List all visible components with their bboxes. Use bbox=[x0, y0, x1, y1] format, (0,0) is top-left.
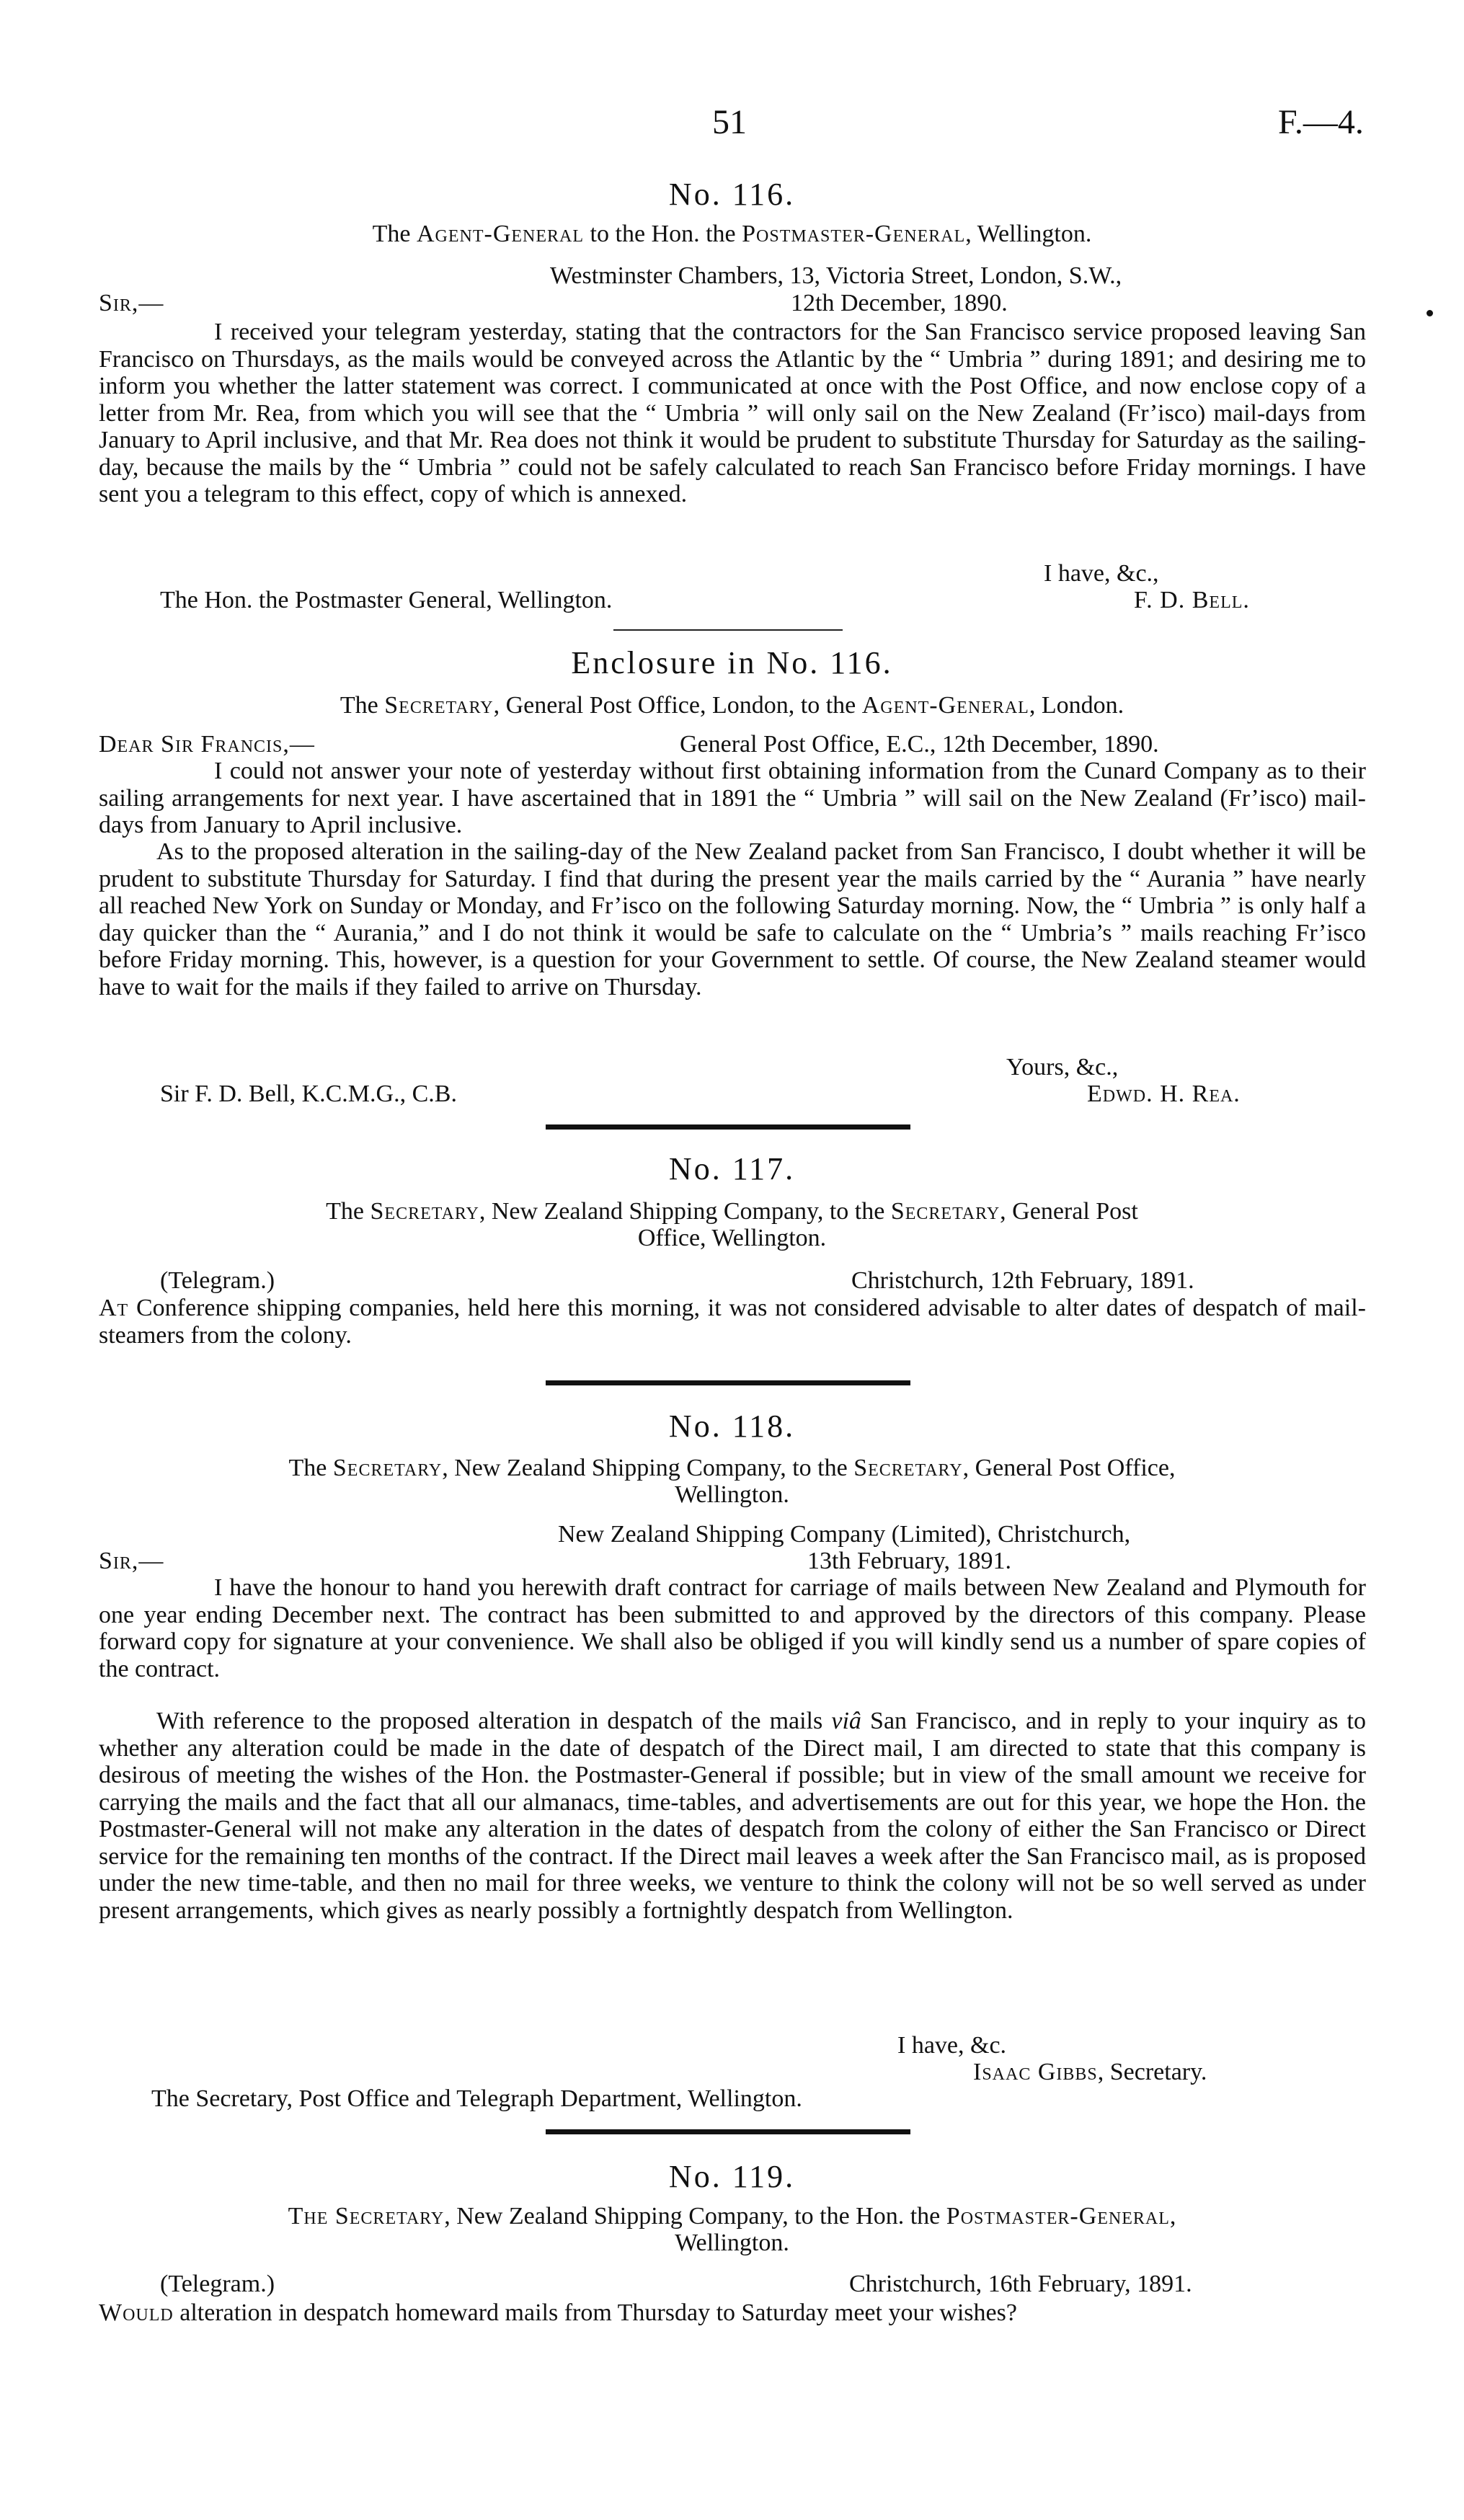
letter-body-116: I received your telegram yesterday, stating that the contractors for the San Francisco service proposed leaving San Francisco on Thursdays, as the mails would be conveyed across the Atlantic by the “ Umbria ” during 1891; and desiring me to inform you whether the latter statement was correct. I communicated at once with the Post Office, and now enclose copy of a letter from Mr. Rea, from which you will see that the “ Umbria ” will only sail on the New Zealand (Fr’isco) mail-days from January to April inclusive, and that Mr. Rea does not think it would be prudent to substitute Thursday for Saturday as the sailing-day, because the mails by the “ Umbria ” could not be safely calculated to reach San Francisco before Friday mornings. I have sent you a telegram to this effect, copy of which is annexed. bbox=[99, 319, 1366, 507]
addressee-118: The Secretary, Post Office and Telegraph Department, Wellington. bbox=[151, 2085, 802, 2112]
letter-heading-119: No. 119. bbox=[668, 2159, 796, 2194]
salutation-118: Sir,— bbox=[99, 1548, 164, 1574]
telegram-label-119: (Telegram.) bbox=[160, 2271, 275, 2297]
closing-118: I have, &c. bbox=[897, 2032, 1007, 2059]
letter-heading-116: No. 116. bbox=[668, 177, 796, 212]
sender-address-118: New Zealand Shipping Company (Limited), Christchurch, bbox=[558, 1521, 1131, 1548]
signature-118: Isaac Gibbs, Secretary. bbox=[973, 2059, 1207, 2085]
letter-title-118-line2: Wellington. bbox=[675, 1481, 789, 1508]
letter-date-116: 12th December, 1890. bbox=[791, 290, 1008, 316]
letter-title-116: The Agent-General to the Hon. the Postmaster-General, Wellington. bbox=[372, 221, 1092, 247]
place-date-119: Christchurch, 16th February, 1891. bbox=[849, 2271, 1192, 2297]
salutation-enclosure: Dear Sir Francis,— bbox=[99, 731, 315, 758]
addressee-116: The Hon. the Postmaster General, Wellington. bbox=[160, 587, 613, 613]
section-divider bbox=[546, 1124, 910, 1130]
letter-title-119-line2: Wellington. bbox=[675, 2230, 789, 2256]
enclosure-paragraph-2: As to the proposed alteration in the sailing-day of the New Zealand packet from San Francisco, I doubt whether it will be prudent to substitute Thursday for Saturday. I find that during the present year the mails carried by the “ Aurania ” have nearly all reached New York on Sunday or Monday, and Fr’isco on the following Saturday morning. Now, the “ Umbria ” is only half a day quicker than the “ Aurania,” and I do not think it would be safe to calculate on the “ Umbria’s ” mails reaching Fr’isco before Friday morning. This, however, is a question for your Government to settle. Of course, the New Zealand steamer would have to wait for the mails if they failed to arrive on Thursday. bbox=[99, 838, 1366, 1001]
enclosure-title-116: The Secretary, General Post Office, London, to the Agent-General, London. bbox=[340, 692, 1124, 719]
page-number: 51 bbox=[712, 103, 747, 141]
section-divider bbox=[546, 2129, 910, 2134]
salutation-116: Sir,— bbox=[99, 290, 164, 316]
letter-title-117-line2: Office, Wellington. bbox=[637, 1225, 827, 1251]
signature-enclosure: Edwd. H. Rea. bbox=[1087, 1081, 1241, 1107]
letter-heading-118: No. 118. bbox=[668, 1408, 796, 1444]
addressee-enclosure: Sir F. D. Bell, K.C.M.G., C.B. bbox=[160, 1081, 457, 1107]
paper-reference: F.—4. bbox=[1278, 103, 1364, 141]
letter-title-118: The Secretary, New Zealand Shipping Company, to the Secretary, General Post Office, bbox=[288, 1455, 1176, 1481]
closing-116: I have, &c., bbox=[1044, 560, 1159, 587]
telegram-body-119: Would alteration in despatch homeward mails from Thursday to Saturday meet your wishes? bbox=[99, 2299, 1017, 2326]
place-date-117: Christchurch, 12th February, 1891. bbox=[851, 1267, 1194, 1294]
enclosure-heading-116: Enclosure in No. 116. bbox=[571, 645, 893, 680]
telegram-label-117: (Telegram.) bbox=[160, 1267, 275, 1294]
sender-address-116: Westminster Chambers, 13, Victoria Street, London, S.W., bbox=[550, 262, 1122, 289]
closing-enclosure: Yours, &c., bbox=[1006, 1054, 1119, 1081]
section-divider bbox=[546, 1380, 910, 1385]
enclosure-paragraph-1: I could not answer your note of yesterday without first obtaining information from the Cunard Company as to their sailing arrangements for next year. I have ascertained that in 1891 the “ Umbria ” will sail on the New Zealand (Fr’isco) mail-days from January to April inclusive. bbox=[99, 758, 1366, 838]
telegram-body-117: At Conference shipping companies, held here this morning, it was not considered advisable to alter dates of despatch of mail-steamers from the colony. bbox=[99, 1295, 1366, 1349]
letter-date-118: 13th February, 1891. bbox=[807, 1548, 1011, 1574]
letter-heading-117: No. 117. bbox=[668, 1151, 796, 1186]
signature-116: F. D. Bell. bbox=[1134, 587, 1250, 613]
letter-paragraph-118-1: I have the honour to hand you herewith draft contract for carriage of mails between New Zealand and Plymouth for one year ending December next. The contract has been submitted to and approved by the directors of this company. Please forward copy for signature at your convenience. We shall also be obliged if you will kindly send us a number of spare copies of the contract. bbox=[99, 1574, 1366, 1682]
section-divider bbox=[613, 629, 843, 631]
letter-paragraph-118-2: With reference to the proposed alteration in despatch of the mails viâ San Francisco, and in reply to your inquiry as to whether any alteration could be made in the date of despatch of the Direct mail, I am directed to state that this company is desirous of meeting the wishes of the Hon. the Postmaster-General if possible; but in view of the small amount we receive for carrying the mails and the fact that all our almanacs, time-tables, and advertisements are out for this year, we hope the Hon. the Postmaster-General will not make any alteration in the dates of despatch from the colony of either the San Francisco or Direct service for the remaining ten months of the contract. If the Direct mail leaves a week after the San Francisco mail, as is proposed under the new time-table, and then no mail for three weeks, we venture to think the colony will not be so well served as under present arrangements, which gives as nearly possibly a fortnightly despatch from Wellington. bbox=[99, 1708, 1366, 1924]
stray-mark bbox=[1427, 310, 1433, 316]
letter-title-119: The Secretary, New Zealand Shipping Company, to the Hon. the Postmaster-General, bbox=[288, 2203, 1176, 2230]
letter-title-117: The Secretary, New Zealand Shipping Company, to the Secretary, General Post bbox=[326, 1198, 1138, 1225]
enclosure-address-date: General Post Office, E.C., 12th December, 1890. bbox=[680, 731, 1159, 758]
